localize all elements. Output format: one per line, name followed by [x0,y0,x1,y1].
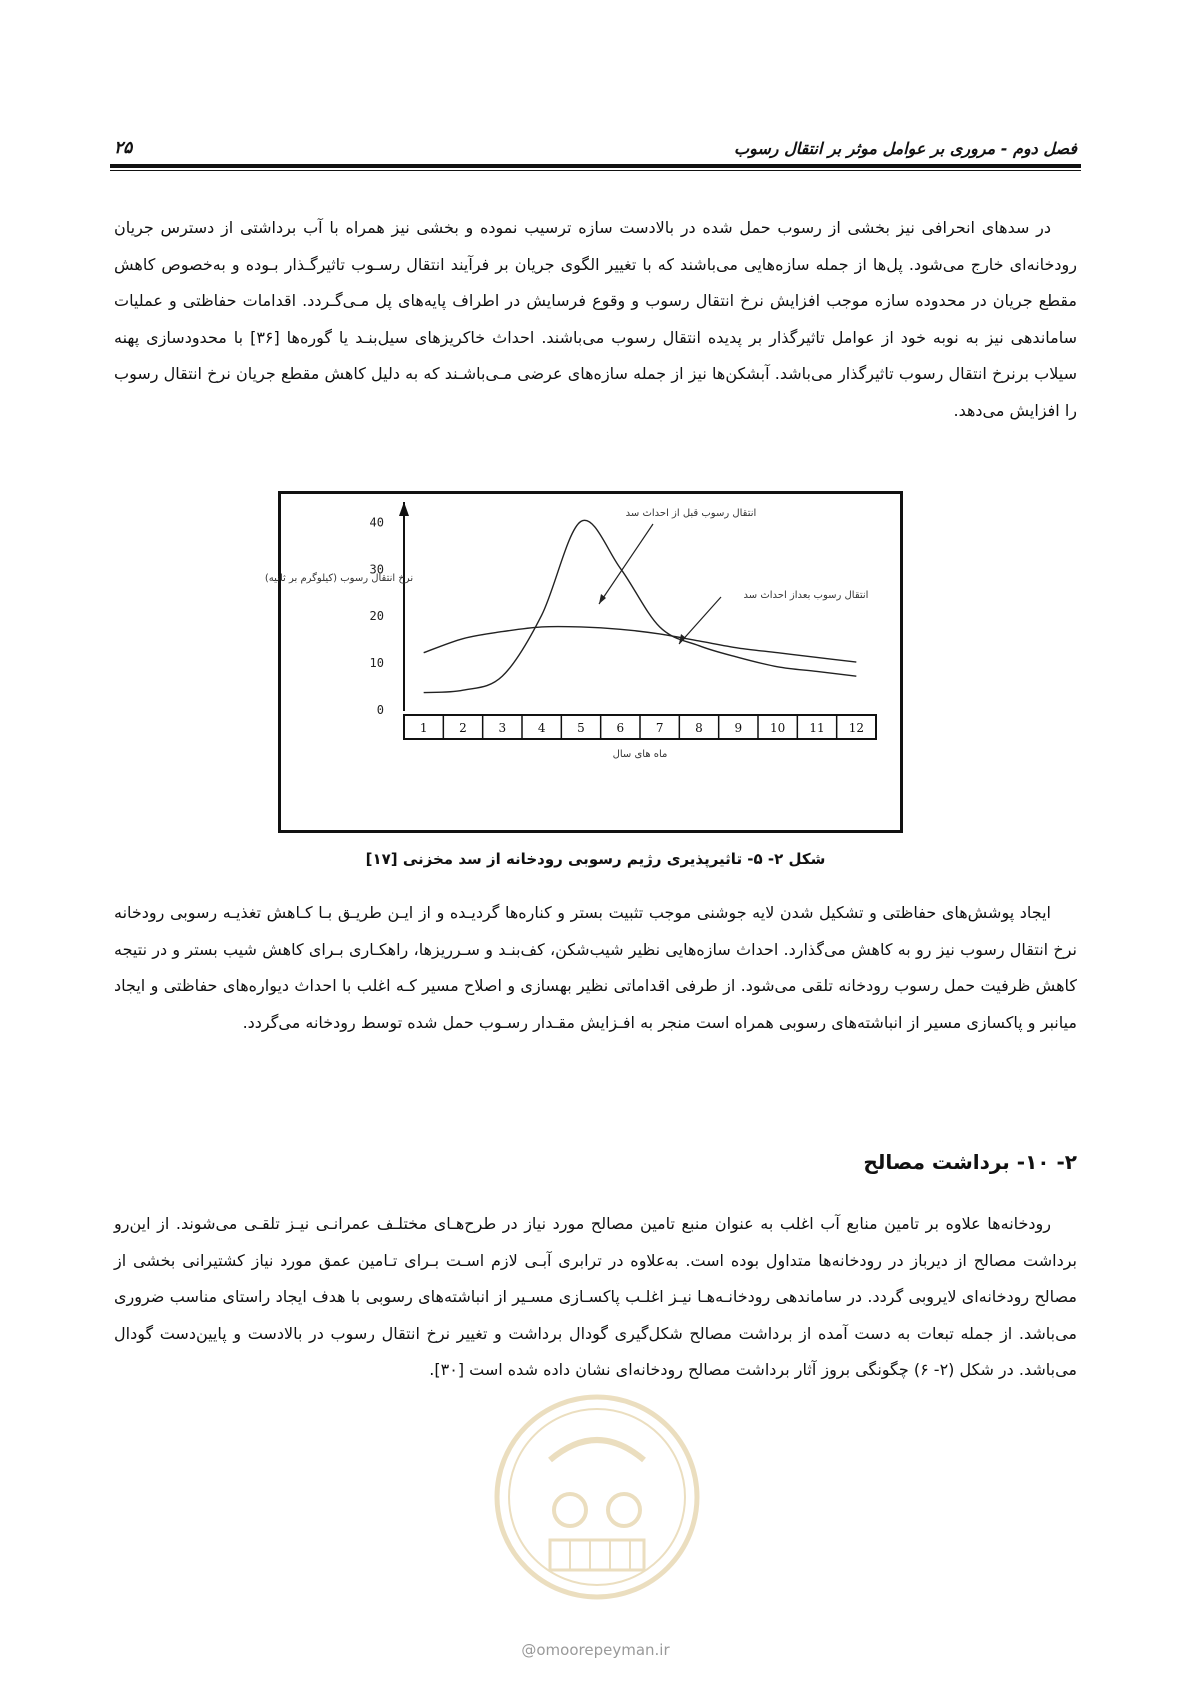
x-tick-label: 11 [809,721,825,735]
x-tick-label: 4 [537,721,546,735]
chart-series [424,520,857,692]
figure-caption: شکل ۲- ۵- تاثیرپذیری رژیم رسوبی رودخانه از سد مخزنی [۱۷] [365,850,826,868]
watermark-seal-logo [490,1390,704,1604]
leader-line-after-dam [679,597,721,644]
x-tick-label: 8 [695,721,703,735]
section-heading: ۲- ۱۰- برداشت مصالح [863,1150,1077,1174]
chart-svg [264,494,900,830]
body-paragraph-2: ایجاد پوشش‌های حفاظتی و تشکیل شدن لایه جوشنی موجب تثبیت بستر و کناره‌ها گردیـده و از ایـن طریـق بـا کـاهش تغذیـه رسوبی رودخانه نرخ انتقال رسوب نیز رو به کاهش می‌گذارد. احداث سازه‌هایی نظیر شیب‌شکن، کف‌بنـد و سـرریزها، راهکـاری بـرای کاهش شیب بستر و در نتیجه کاهش ظرفیت حمل رسوب رودخانه تلقی می‌شود. از طرفی اقداماتی نظیر بهسازی و اصلاح مسیر کـه اغلب با احداث دیواره‌های حفاظتی و ایجاد میانبر و پاکسازی مسیر از انباشته‌های رسوبی همراه است منجر به افـزایش مقـدار رسـوب حمل شده توسط رودخانه می‌گردد. [114,903,1077,1032]
chart-axes [399,502,876,739]
header-rule-thin [110,170,1081,171]
y-axis-arrow [399,502,409,516]
x-tick-label: 7 [655,721,664,735]
series-line-before-dam [424,520,857,692]
figure-chart [264,491,903,833]
x-tick-label: 10 [770,721,786,735]
chapter-title: فصل دوم - مروری بر عوامل موثر بر انتقال رسوب [734,139,1077,158]
y-tick-label: 30 [369,562,384,577]
y-tick-labels [370,515,384,717]
body-paragraph-3: رودخانه‌ها علاوه بر تامین منابع آب اغلب به عنوان منبع تامین مصالح مورد نیاز در طرح‌هـای مختلـف عمرانـی نیـز تلقـی می‌شوند. از این‌رو برداشت مصالح از دیرباز در رودخانه‌ها متداول بوده است. به‌علاوه در ترابری آبـی لازم اسـت بـرای تـامین عمق مورد نیاز کشتیرانی بخشی از مصالح رودخانه‌ای لایروبی گردد. در ساماندهی رودخانـه‌هـا نیـز اغلـب پاکسـازی مسـیر از انباشته‌های رسوبی با هدف ایجاد راستای مناسب ضروری می‌باشد. از جمله تبعات به دست آمده از برداشت مصالح شکل‌گیری گودال برداشت و تغییر نرخ انتقال رسوب در بالادست و پایین‌دست گودال می‌باشد. در شکل (۲- ۶) چگونگی بروز آثار برداشت مصالح رودخانه‌ای نشان داده شده است [۳۰]. [114,1214,1077,1379]
x-tick-label: 6 [616,721,625,735]
y-tick-label: 20 [369,609,384,624]
y-tick-label: 10 [369,656,384,671]
y-tick-label: 0 [376,703,384,717]
legend-label-before-dam: انتقال رسوب قبل از احداث سد [625,508,757,519]
x-tick-label: 1 [419,721,428,735]
x-tick-label: 9 [734,721,743,735]
y-axis-label: نرخ انتقال رسوب (کیلوگرم بر ثانیه) [264,573,414,584]
body-paragraph-1: در سدهای انحرافی نیز بخشی از رسوب حمل شده در بالادست سازه ترسیب نموده و بخشی نیز همراه با آب برداشتی از دسترس جریان رودخانه‌ای خارج می‌شود. پل‌ها از جمله سازه‌هایی می‌باشند که با تغییر الگوی جریان بر فرآیند انتقال رسـوب تاثیرگـذار بـوده و به‌خصوص کاهش مقطع جریان در محدوده سازه موجب افزایش نرخ انتقال رسوب و وقوع فرسایش در اطراف پایه‌های پل مـی‌گـردد. اقدامات حفاظتی و عملیات ساماندهی نیز به نوبه خود از عوامل تاثیرگذار بر پدیده انتقال رسوب می‌باشند. احداث خاکریزهای سیل‌بنـد یا گوره‌ها [۳۶] با محدودسازی پهنه سیلاب برنرخ انتقال رسوب تاثیرگذار می‌باشد. آبشکن‌ها نیز از جمله سازه‌های عرضی مـی‌باشـند که به دلیل کاهش مقطع جریان نرخ انتقال رسوب را افزایش می‌دهد. [114,218,1077,420]
watermark-url: @omoorepeyman.ir [521,1641,670,1659]
legend-label-after-dam: انتقال رسوب بعداز احداث سد [743,590,869,601]
x-tick-label: 12 [848,721,864,735]
x-tick-label: 2 [459,721,467,735]
leader-line-before-dam [599,524,653,604]
page-number: ۲۵ [114,138,133,158]
page-header [114,126,1077,164]
series-line-after-dam [424,626,857,662]
x-tick-label: 3 [498,721,507,735]
header-rule-thick [110,164,1081,168]
x-tick-label: 5 [577,721,585,735]
x-axis-label: ماه های سال [612,749,668,760]
y-tick-label: 40 [369,515,384,530]
